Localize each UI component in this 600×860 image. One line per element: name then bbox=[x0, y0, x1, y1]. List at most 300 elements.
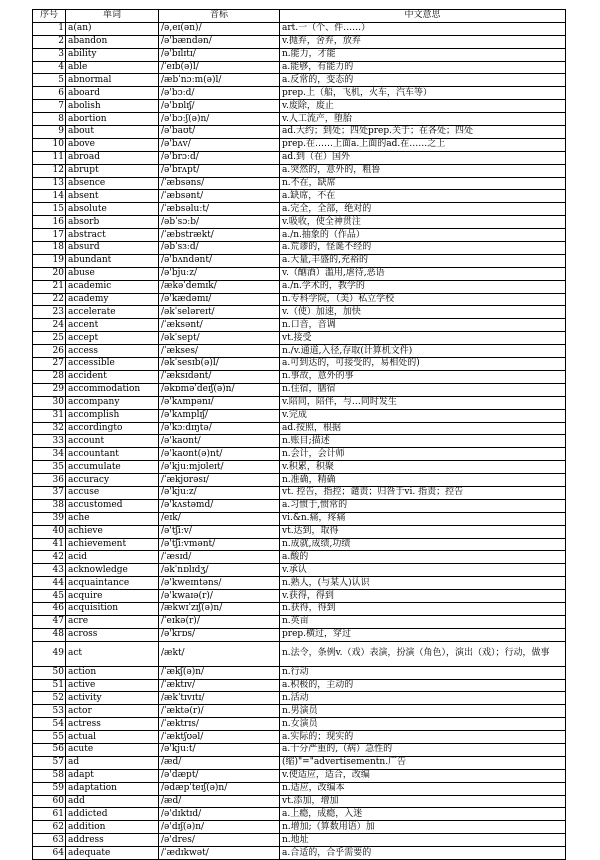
table-row bbox=[33, 628, 566, 641]
row-phonetic: /ˈæktrɪs/ bbox=[159, 718, 280, 731]
row-word: adaptation bbox=[66, 782, 159, 795]
row-phonetic: /ˈækjʊrəsɪ/ bbox=[159, 474, 280, 487]
table-row bbox=[33, 100, 566, 113]
row-word: accumulate bbox=[66, 461, 159, 474]
row-index: 20 bbox=[33, 267, 66, 280]
row-index: 23 bbox=[33, 306, 66, 319]
row-phonetic: /ækt/ bbox=[159, 641, 280, 666]
table-row bbox=[33, 61, 566, 74]
row-index: 4 bbox=[33, 61, 66, 74]
row-word: abundant bbox=[66, 254, 159, 267]
row-meaning: a.可到达的，可接受的，易相处的) bbox=[280, 358, 566, 371]
row-meaning: ad.按照，根据 bbox=[280, 422, 566, 435]
row-meaning: art.一（个、件……） bbox=[280, 22, 566, 35]
row-index: 13 bbox=[33, 177, 66, 190]
row-index: 63 bbox=[33, 834, 66, 847]
row-word: about bbox=[66, 126, 159, 139]
row-index: 5 bbox=[33, 74, 66, 87]
row-word: acid bbox=[66, 551, 159, 564]
table-row bbox=[33, 577, 566, 590]
row-word: abroad bbox=[66, 151, 159, 164]
table-row bbox=[33, 280, 566, 293]
row-meaning: a.大量,丰盛的,充裕的 bbox=[280, 254, 566, 267]
row-index: 3 bbox=[33, 48, 66, 61]
table-row bbox=[33, 821, 566, 834]
row-phonetic: /ˈækses/ bbox=[159, 345, 280, 358]
row-meaning: ad.大约；到处；四处prep.关于；在各处；四处 bbox=[280, 126, 566, 139]
row-word: absolute bbox=[66, 203, 159, 216]
row-phonetic: /ə'kjuːz/ bbox=[159, 486, 280, 499]
row-phonetic: /ə'kaʊnt/ bbox=[159, 435, 280, 448]
row-word: accomplish bbox=[66, 409, 159, 422]
row-index: 39 bbox=[33, 512, 66, 525]
row-meaning: v.抛弃，舍弃，放弃 bbox=[280, 35, 566, 48]
row-index: 37 bbox=[33, 486, 66, 499]
row-phonetic: /ˈæksɪdənt/ bbox=[159, 370, 280, 383]
row-word: action bbox=[66, 666, 159, 679]
row-phonetic: /ˈeɪb(ə)l/ bbox=[159, 61, 280, 74]
row-word: acknowledge bbox=[66, 564, 159, 577]
row-index: 43 bbox=[33, 564, 66, 577]
row-meaning: n.地址 bbox=[280, 834, 566, 847]
row-index: 60 bbox=[33, 795, 66, 808]
row-phonetic: /əbˈsɜːd/ bbox=[159, 242, 280, 255]
table-row bbox=[33, 474, 566, 487]
row-meaning: n.成就,成绩,功绩 bbox=[280, 538, 566, 551]
row-word: accompany bbox=[66, 396, 159, 409]
header-word: 单词 bbox=[66, 10, 159, 23]
row-word: access bbox=[66, 345, 159, 358]
row-meaning: n.获得，得到 bbox=[280, 602, 566, 615]
row-phonetic: /ə'kaʊnt(ə)nt/ bbox=[159, 448, 280, 461]
table-row bbox=[33, 756, 566, 769]
row-phonetic: /ə'brɔːd/ bbox=[159, 151, 280, 164]
row-index: 36 bbox=[33, 474, 66, 487]
row-word: acre bbox=[66, 615, 159, 628]
table-row bbox=[33, 641, 566, 666]
row-meaning: n.会计，会计师 bbox=[280, 448, 566, 461]
row-index: 22 bbox=[33, 293, 66, 306]
row-index: 1 bbox=[33, 22, 66, 35]
table-row bbox=[33, 834, 566, 847]
table-row bbox=[33, 705, 566, 718]
row-phonetic: /ˈæbstrækt/ bbox=[159, 229, 280, 242]
table-row bbox=[33, 126, 566, 139]
row-index: 57 bbox=[33, 756, 66, 769]
table-row bbox=[33, 602, 566, 615]
table-row bbox=[33, 138, 566, 151]
table-row bbox=[33, 409, 566, 422]
row-phonetic: /əkˈsept/ bbox=[159, 332, 280, 345]
table-row bbox=[33, 345, 566, 358]
row-index: 21 bbox=[33, 280, 66, 293]
row-phonetic: /əkˈsesɪb(ə)l/ bbox=[159, 358, 280, 371]
table-row bbox=[33, 396, 566, 409]
row-index: 52 bbox=[33, 692, 66, 705]
row-index: 42 bbox=[33, 551, 66, 564]
row-phonetic: /ˈækʃ(ə)n/ bbox=[159, 666, 280, 679]
table-row bbox=[33, 113, 566, 126]
table-row bbox=[33, 564, 566, 577]
row-meaning: n./v.通道,入径,存取(计算机文件) bbox=[280, 345, 566, 358]
row-meaning: v.废除，废止 bbox=[280, 100, 566, 113]
row-word: adequate bbox=[66, 847, 159, 860]
row-word: accident bbox=[66, 370, 159, 383]
table-row bbox=[33, 87, 566, 100]
row-index: 2 bbox=[33, 35, 66, 48]
row-index: 50 bbox=[33, 666, 66, 679]
row-phonetic: /ˈæsɪd/ bbox=[159, 551, 280, 564]
table-row bbox=[33, 22, 566, 35]
row-index: 24 bbox=[33, 319, 66, 332]
table-row bbox=[33, 743, 566, 756]
row-phonetic: /ə'bɒlɪʃ/ bbox=[159, 100, 280, 113]
table-row bbox=[33, 551, 566, 564]
row-meaning: v.陪同，陪伴，与…同时发生 bbox=[280, 396, 566, 409]
row-phonetic: /ə'bɔːʃ(ə)n/ bbox=[159, 113, 280, 126]
row-index: 53 bbox=[33, 705, 66, 718]
row-word: accessible bbox=[66, 358, 159, 371]
row-meaning: vt.添加，增加 bbox=[280, 795, 566, 808]
table-row bbox=[33, 229, 566, 242]
row-index: 25 bbox=[33, 332, 66, 345]
row-phonetic: /ə'kjuːt/ bbox=[159, 743, 280, 756]
row-meaning: v.人工流产，堕胎 bbox=[280, 113, 566, 126]
row-index: 40 bbox=[33, 525, 66, 538]
row-index: 30 bbox=[33, 396, 66, 409]
table-row bbox=[33, 525, 566, 538]
row-word: accustomed bbox=[66, 499, 159, 512]
row-phonetic: /ækˈtɪvɪtɪ/ bbox=[159, 692, 280, 705]
row-word: acquisition bbox=[66, 602, 159, 615]
row-phonetic: /ə'dres/ bbox=[159, 834, 280, 847]
row-word: acquaintance bbox=[66, 577, 159, 590]
row-word: abolish bbox=[66, 100, 159, 113]
row-phonetic: /ədæpˈteɪʃ(ə)n/ bbox=[159, 782, 280, 795]
row-word: accuracy bbox=[66, 474, 159, 487]
table-row bbox=[33, 177, 566, 190]
row-index: 59 bbox=[33, 782, 66, 795]
row-phonetic: /æbˈnɔːm(ə)l/ bbox=[159, 74, 280, 87]
header-index: 序号 bbox=[33, 10, 66, 23]
table-row bbox=[33, 267, 566, 280]
row-meaning: a.实际的；现实的 bbox=[280, 731, 566, 744]
row-index: 56 bbox=[33, 743, 66, 756]
table-row bbox=[33, 512, 566, 525]
row-phonetic: /ə'kjuːmjʊleɪt/ bbox=[159, 461, 280, 474]
row-phonetic: /ə'kʌmpənɪ/ bbox=[159, 396, 280, 409]
row-index: 58 bbox=[33, 769, 66, 782]
row-word: acute bbox=[66, 743, 159, 756]
row-phonetic: /ə'bɔːd/ bbox=[159, 87, 280, 100]
row-phonetic: /ə'bʌndənt/ bbox=[159, 254, 280, 267]
row-phonetic: /ˈæbsəluːt/ bbox=[159, 203, 280, 216]
row-index: 8 bbox=[33, 113, 66, 126]
row-word: abortion bbox=[66, 113, 159, 126]
row-index: 61 bbox=[33, 808, 66, 821]
row-word: abnormal bbox=[66, 74, 159, 87]
table-row bbox=[33, 499, 566, 512]
row-meaning: a.上瘾，成瘾，入迷 bbox=[280, 808, 566, 821]
row-word: address bbox=[66, 834, 159, 847]
vocabulary-table bbox=[32, 9, 566, 860]
table-row bbox=[33, 718, 566, 731]
row-phonetic: /ə'tʃiːvmənt/ bbox=[159, 538, 280, 551]
header-meaning: 中文意思 bbox=[280, 10, 566, 23]
row-meaning: (缩)"="advertisementn.广告 bbox=[280, 756, 566, 769]
row-index: 62 bbox=[33, 821, 66, 834]
row-phonetic: /ə'dɪktɪd/ bbox=[159, 808, 280, 821]
row-word: addition bbox=[66, 821, 159, 834]
row-index: 35 bbox=[33, 461, 66, 474]
row-meaning: n.账目;描述 bbox=[280, 435, 566, 448]
row-meaning: n.住宿，膳宿 bbox=[280, 383, 566, 396]
row-index: 55 bbox=[33, 731, 66, 744]
row-word: actress bbox=[66, 718, 159, 731]
row-phonetic: /ə'kweɪntəns/ bbox=[159, 577, 280, 590]
row-index: 11 bbox=[33, 151, 66, 164]
row-phonetic: /ə'kwaɪə(r)/ bbox=[159, 590, 280, 603]
row-meaning: n.适应，改编本 bbox=[280, 782, 566, 795]
table-row bbox=[33, 164, 566, 177]
row-word: abstract bbox=[66, 229, 159, 242]
row-phonetic: /æd/ bbox=[159, 795, 280, 808]
row-word: abrupt bbox=[66, 164, 159, 177]
table-row bbox=[33, 448, 566, 461]
row-word: account bbox=[66, 435, 159, 448]
row-phonetic: /ˈæktə(r)/ bbox=[159, 705, 280, 718]
row-meaning: n.熟人，(与某人)认识 bbox=[280, 577, 566, 590]
row-phonetic: /ˈæbsəns/ bbox=[159, 177, 280, 190]
row-meaning: n.准确，精确 bbox=[280, 474, 566, 487]
row-phonetic: /ə'bɪlɪtɪ/ bbox=[159, 48, 280, 61]
row-phonetic: /ə'kædəmɪ/ bbox=[159, 293, 280, 306]
row-index: 10 bbox=[33, 138, 66, 151]
row-meaning: prep.横过，穿过 bbox=[280, 628, 566, 641]
row-meaning: n.法令，条例v.（戏）表演，扮演（角色），演出（戏）；行动，做事 bbox=[280, 641, 566, 666]
row-phonetic: /ˈæktʃʊəl/ bbox=[159, 731, 280, 744]
row-meaning: v.（使）加速，加快 bbox=[280, 306, 566, 319]
row-word: absorb bbox=[66, 216, 159, 229]
row-meaning: a.能够，有能力的 bbox=[280, 61, 566, 74]
row-word: able bbox=[66, 61, 159, 74]
row-phonetic: /ə'baʊt/ bbox=[159, 126, 280, 139]
row-word: actual bbox=[66, 731, 159, 744]
row-index: 54 bbox=[33, 718, 66, 731]
row-word: ad bbox=[66, 756, 159, 769]
header-phonetic: 音标 bbox=[159, 10, 280, 23]
row-word: accent bbox=[66, 319, 159, 332]
row-meaning: v.积累，积聚 bbox=[280, 461, 566, 474]
row-word: adapt bbox=[66, 769, 159, 782]
row-meaning: n.专科学院，（美）私立学校 bbox=[280, 293, 566, 306]
table-row bbox=[33, 48, 566, 61]
row-phonetic: /əbˈsɔːb/ bbox=[159, 216, 280, 229]
row-index: 44 bbox=[33, 577, 66, 590]
row-index: 32 bbox=[33, 422, 66, 435]
row-meaning: a./n.学术的，教学的 bbox=[280, 280, 566, 293]
row-word: accountant bbox=[66, 448, 159, 461]
row-word: accordingto bbox=[66, 422, 159, 435]
row-index: 47 bbox=[33, 615, 66, 628]
row-word: achievement bbox=[66, 538, 159, 551]
table-row bbox=[33, 615, 566, 628]
row-phonetic: /ə'brʌpt/ bbox=[159, 164, 280, 177]
row-word: accuse bbox=[66, 486, 159, 499]
row-phonetic: /əkˈnɒlɪdʒ/ bbox=[159, 564, 280, 577]
row-phonetic: /ə'kʌstəmd/ bbox=[159, 499, 280, 512]
row-meaning: a./n.抽象的（作品） bbox=[280, 229, 566, 242]
row-meaning: vi.&n.痛，疼痛 bbox=[280, 512, 566, 525]
row-phonetic: /əkɒməˈdeɪʃ(ə)n/ bbox=[159, 383, 280, 396]
row-word: absurd bbox=[66, 242, 159, 255]
row-phonetic: /ə'tʃiːv/ bbox=[159, 525, 280, 538]
row-meaning: v.使适应，适合，改编 bbox=[280, 769, 566, 782]
row-word: above bbox=[66, 138, 159, 151]
row-meaning: v.完成 bbox=[280, 409, 566, 422]
table-row bbox=[33, 190, 566, 203]
row-meaning: v.吸收，使全神贯注 bbox=[280, 216, 566, 229]
row-index: 14 bbox=[33, 190, 66, 203]
row-index: 12 bbox=[33, 164, 66, 177]
row-meaning: vt. 控告，指控；谴责；归咎于vi. 指责；控告 bbox=[280, 486, 566, 499]
row-meaning: a.习惯于,惯常的 bbox=[280, 499, 566, 512]
row-phonetic: /ə'dɪʃ(ə)n/ bbox=[159, 821, 280, 834]
row-index: 28 bbox=[33, 370, 66, 383]
row-phonetic: /əkˈseləreɪt/ bbox=[159, 306, 280, 319]
table-row bbox=[33, 435, 566, 448]
row-phonetic: /ˈæksənt/ bbox=[159, 319, 280, 332]
table-row bbox=[33, 769, 566, 782]
row-meaning: n.不在，缺席 bbox=[280, 177, 566, 190]
row-index: 19 bbox=[33, 254, 66, 267]
row-meaning: n.能力，才能 bbox=[280, 48, 566, 61]
table-row bbox=[33, 422, 566, 435]
table-row bbox=[33, 216, 566, 229]
row-phonetic: /ə'kɔːdɪŋtə/ bbox=[159, 422, 280, 435]
row-word: addicted bbox=[66, 808, 159, 821]
row-word: a(an) bbox=[66, 22, 159, 35]
row-index: 34 bbox=[33, 448, 66, 461]
row-meaning: v.（酗酒）滥用,虐待,恶语 bbox=[280, 267, 566, 280]
row-phonetic: /ə'bændən/ bbox=[159, 35, 280, 48]
row-index: 9 bbox=[33, 126, 66, 139]
row-meaning: a.突然的，意外的，粗鲁 bbox=[280, 164, 566, 177]
row-index: 48 bbox=[33, 628, 66, 641]
table-row bbox=[33, 203, 566, 216]
row-word: absence bbox=[66, 177, 159, 190]
row-word: act bbox=[66, 641, 159, 666]
row-phonetic: /ə,eɪ(ən)/ bbox=[159, 22, 280, 35]
row-word: achieve bbox=[66, 525, 159, 538]
row-index: 29 bbox=[33, 383, 66, 396]
row-index: 7 bbox=[33, 100, 66, 113]
table-row bbox=[33, 74, 566, 87]
table-row bbox=[33, 151, 566, 164]
table-row bbox=[33, 332, 566, 345]
table-row bbox=[33, 486, 566, 499]
row-phonetic: /ˈeɪkə(r)/ bbox=[159, 615, 280, 628]
table-row bbox=[33, 666, 566, 679]
row-word: ability bbox=[66, 48, 159, 61]
row-phonetic: /ə'kʌmplɪʃ/ bbox=[159, 409, 280, 422]
table-row bbox=[33, 254, 566, 267]
row-word: abuse bbox=[66, 267, 159, 280]
row-meaning: n.增加;（算数用语）加 bbox=[280, 821, 566, 834]
table-row bbox=[33, 358, 566, 371]
row-word: across bbox=[66, 628, 159, 641]
row-meaning: a.完全，全部，绝对的 bbox=[280, 203, 566, 216]
row-meaning: v.承认 bbox=[280, 564, 566, 577]
row-index: 46 bbox=[33, 602, 66, 615]
row-meaning: a.反常的，变态的 bbox=[280, 74, 566, 87]
table-row bbox=[33, 293, 566, 306]
row-meaning: n.英亩 bbox=[280, 615, 566, 628]
row-word: absent bbox=[66, 190, 159, 203]
row-index: 18 bbox=[33, 242, 66, 255]
row-index: 31 bbox=[33, 409, 66, 422]
row-phonetic: /æd/ bbox=[159, 756, 280, 769]
row-word: accommodation bbox=[66, 383, 159, 396]
row-phonetic: /ə'bʌv/ bbox=[159, 138, 280, 151]
row-meaning: prep.上（船，飞机，火车，汽车等） bbox=[280, 87, 566, 100]
table-row bbox=[33, 795, 566, 808]
row-meaning: n.事故，意外的事 bbox=[280, 370, 566, 383]
row-phonetic: /ækəˈdemɪk/ bbox=[159, 280, 280, 293]
row-meaning: a.酸的 bbox=[280, 551, 566, 564]
row-meaning: n.男演员 bbox=[280, 705, 566, 718]
row-phonetic: /ˈæktɪv/ bbox=[159, 679, 280, 692]
row-word: add bbox=[66, 795, 159, 808]
table-row bbox=[33, 461, 566, 474]
row-meaning: v.获得，得到 bbox=[280, 590, 566, 603]
row-phonetic: /ækwɪˈzɪʃ(ə)n/ bbox=[159, 602, 280, 615]
table-row bbox=[33, 319, 566, 332]
row-meaning: a.合适的，合乎需要的 bbox=[280, 847, 566, 860]
table-row bbox=[33, 692, 566, 705]
row-word: aboard bbox=[66, 87, 159, 100]
table-row bbox=[33, 383, 566, 396]
row-index: 6 bbox=[33, 87, 66, 100]
row-meaning: a.荒谬的，怪诞不经的 bbox=[280, 242, 566, 255]
table-row bbox=[33, 306, 566, 319]
row-meaning: a.缺席，不在 bbox=[280, 190, 566, 203]
table-row bbox=[33, 590, 566, 603]
row-meaning: prep.在……上面a.上面的ad.在……之上 bbox=[280, 138, 566, 151]
row-index: 38 bbox=[33, 499, 66, 512]
row-word: academy bbox=[66, 293, 159, 306]
row-meaning: a.十分严重的,（病）急性的 bbox=[280, 743, 566, 756]
row-index: 51 bbox=[33, 679, 66, 692]
table-row bbox=[33, 679, 566, 692]
row-phonetic: /ə'dæpt/ bbox=[159, 769, 280, 782]
row-index: 27 bbox=[33, 358, 66, 371]
table-row bbox=[33, 35, 566, 48]
row-meaning: n.口音，音调 bbox=[280, 319, 566, 332]
row-meaning: vt.达到，取得 bbox=[280, 525, 566, 538]
row-word: actor bbox=[66, 705, 159, 718]
row-word: activity bbox=[66, 692, 159, 705]
row-index: 17 bbox=[33, 229, 66, 242]
table-row bbox=[33, 808, 566, 821]
row-index: 41 bbox=[33, 538, 66, 551]
table-row bbox=[33, 782, 566, 795]
row-word: acquire bbox=[66, 590, 159, 603]
table-row bbox=[33, 370, 566, 383]
row-meaning: n.行动 bbox=[280, 666, 566, 679]
table-row bbox=[33, 731, 566, 744]
table-row bbox=[33, 847, 566, 860]
